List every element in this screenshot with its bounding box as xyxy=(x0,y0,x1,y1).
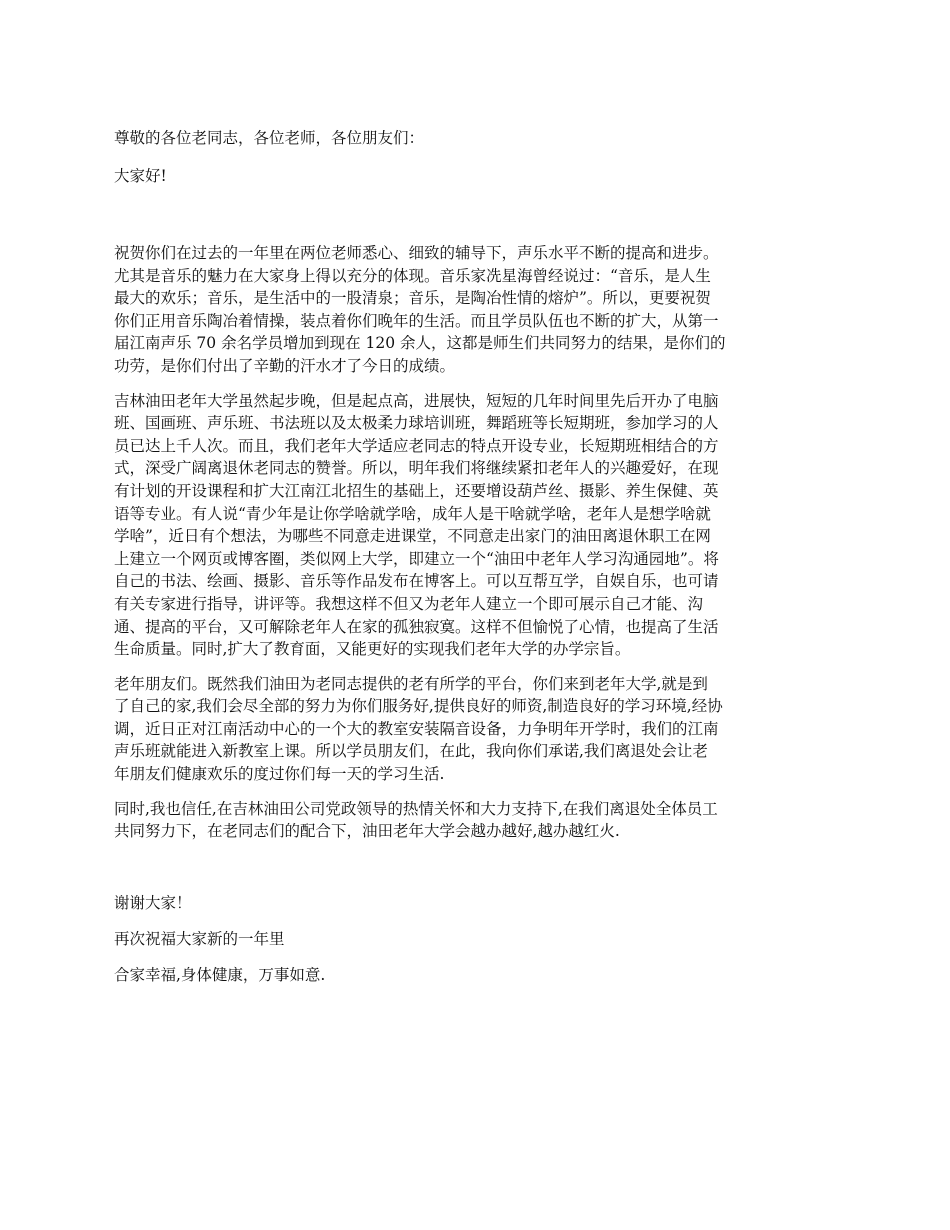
greeting-hello: 大家好! xyxy=(114,167,167,185)
paragraph-line: 通、提高的平台，又可解除老年人在家的孤独寂寞。这样不但愉悦了心情，也提高了生活 xyxy=(114,617,719,636)
paragraph-line: 了自己的家,我们会尽全部的努力为你们服务好,提供良好的师资,制造良好的学习环境,经协 xyxy=(114,697,723,716)
closing-wish-line: 再次祝福大家新的一年里 xyxy=(114,929,285,948)
paragraph-line: 老年朋友们。既然我们油田为老同志提供的老有所学的平台，你们来到老年大学,就是到 xyxy=(114,674,708,693)
paragraph-line: 语等专业。有人说“青少年是让你学啥就学啥，成年人是干啥就学啥，老年人是想学啥就 xyxy=(114,504,711,523)
paragraph-line: 尤其是音乐的魅力在大家身上得以充分的体现。音乐家冼星海曾经说过：“音乐，是人生 xyxy=(114,266,711,285)
paragraph-line: 调，近日正对江南活动中心的一个大的教室安装隔音设备，力争明年开学时，我们的江南 xyxy=(114,719,719,738)
paragraph-line: 式，深受广阔离退休老同志的赞誉。所以，明年我们将继续紧扣老年人的兴趣爱好，在现 xyxy=(114,459,719,478)
paragraph-line: 有关专家进行指导，讲评等。我想这样不但又为老年人建立一个即可展示自己才能、沟 xyxy=(114,594,704,613)
paragraph-line: 声乐班就能进入新教室上课。所以学员朋友们，在此，我向你们承诺,我们离退处会让老 xyxy=(114,742,708,761)
paragraph-promise xyxy=(114,673,844,786)
paragraph-line: 班、国画班、声乐班、书法班以及太极柔力球培训班，舞蹈班等长短期班，参加学习的人 xyxy=(114,414,719,433)
paragraph-line: 上建立一个网页或博客圈，类似网上大学，即建立一个“油田中老年人学习沟通园地”。将 xyxy=(114,549,719,568)
salutation: 尊敬的各位老同志，各位老师，各位朋友们： xyxy=(114,129,425,147)
paragraph-line: 年朋友们健康欢乐的度过你们每一天的学习生活. xyxy=(114,765,445,784)
paragraph-line: 有计划的开设课程和扩大江南江北招生的基础上，还要增设葫芦丝、摄影、养生保健、英 xyxy=(114,481,719,500)
paragraph-line: 届江南声乐 70 余名学员增加到现在 120 余人，这都是师生们共同努力的结果，是你们的 xyxy=(114,334,726,353)
paragraph-university-development xyxy=(114,390,844,661)
paragraph-line: 共同努力下，在老同志们的配合下，油田老年大学会越办越好,越办越红火. xyxy=(114,822,620,841)
paragraph-line: 学啥”，近日有个想法，为哪些不同意走进课堂，不同意走出家门的油田离退休职工在网 xyxy=(114,527,711,546)
paragraph-belief xyxy=(114,798,844,843)
paragraph-line: 员已达上千人次。而且，我们老年大学适应老同志的特点开设专业，长短期班相结合的方 xyxy=(114,436,719,455)
closing-wish-line: 合家幸福,身体健康，万事如意. xyxy=(114,965,326,984)
paragraph-line: 同时,我也信任,在吉林油田公司党政领导的热情关怀和大力支持下,在我们离退处全体员工 xyxy=(114,799,718,818)
paragraph-line: 吉林油田老年大学虽然起步晚，但是起点高，进展快，短短的几年时间里先后开办了电脑 xyxy=(114,391,719,410)
paragraph-congratulations xyxy=(114,242,844,378)
paragraph-line: 生命质量。同时,扩大了教育面，又能更好的实现我们老年大学的办学宗旨。 xyxy=(114,640,631,659)
paragraph-line: 自己的书法、绘画、摄影、音乐等作品发布在博客上。可以互帮互学，自娱自乐，也可请 xyxy=(114,572,719,591)
paragraph-line: 最大的欢乐；音乐，是生活中的一股清泉；音乐，是陶冶性情的熔炉”。所以，更要祝贺 xyxy=(114,289,711,308)
paragraph-line: 你们正用音乐陶冶着情操，装点着你们晚年的生活。而且学员队伍也不断的扩大，从第一 xyxy=(114,311,719,330)
paragraph-line: 功劳，是你们付出了辛勤的汗水才了今日的成绩。 xyxy=(114,356,456,375)
document-page xyxy=(114,124,844,989)
thanks-line: 谢谢大家！ xyxy=(114,893,192,912)
paragraph-line: 祝贺你们在过去的一年里在两位老师悉心、细致的辅导下，声乐水平不断的提高和进步。 xyxy=(114,244,719,262)
